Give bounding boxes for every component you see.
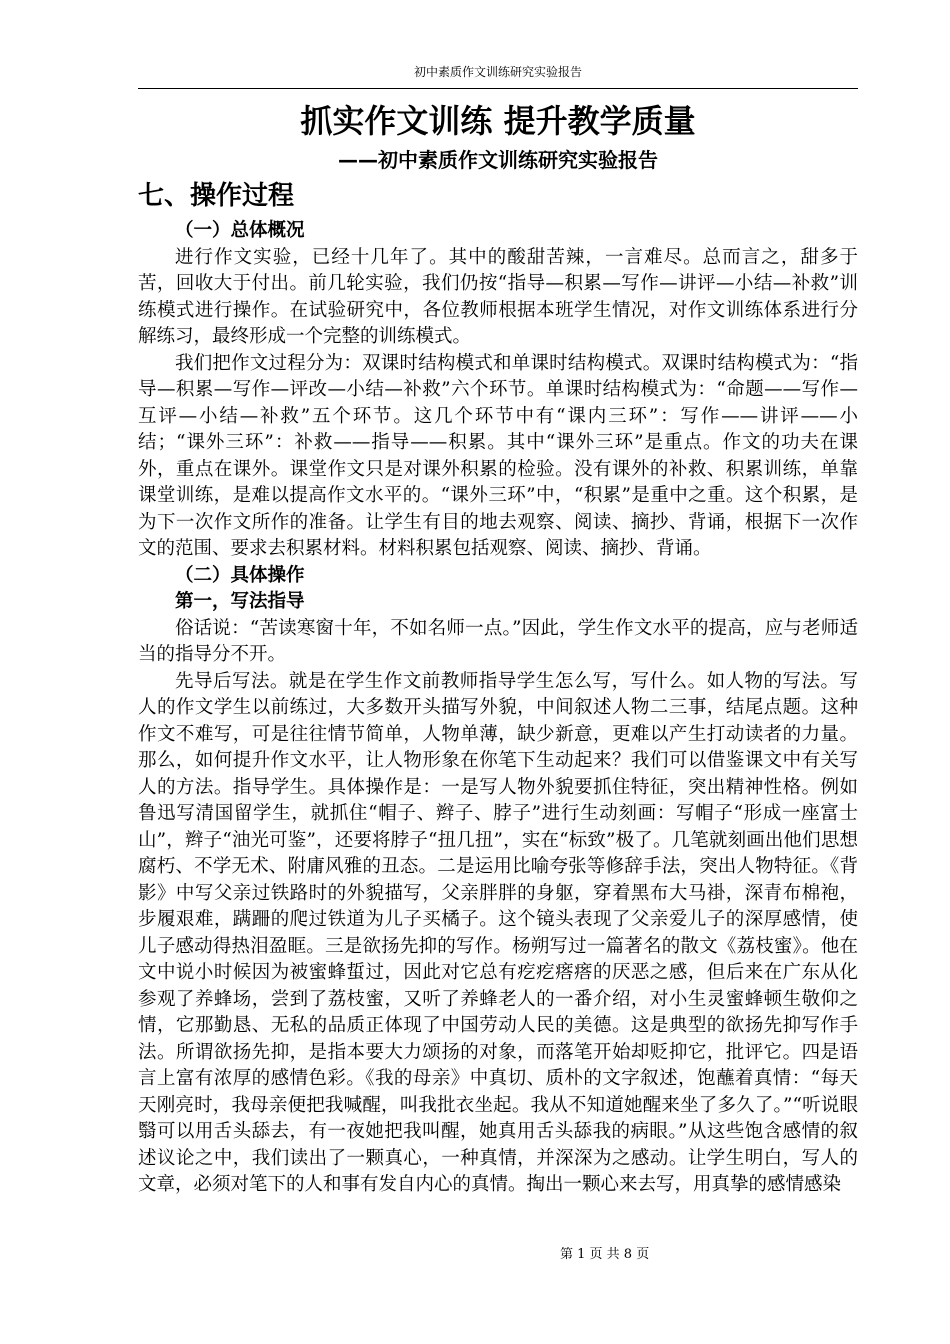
subsection-heading-overview: （一）总体概况 <box>175 220 305 241</box>
document-subtitle: ——初中素质作文训练研究实验报告 <box>338 148 658 172</box>
document-title: 抓实作文训练 提升教学质量 <box>300 102 696 140</box>
page-number: 第 1 页 共 8 页 <box>560 1247 650 1262</box>
paragraph: 先导后写法。就是在学生作文前教师指导学生怎么写，写什么。如人物的写法。写人的作文学生以前练过，大多数开头描写外貌，中间叙述人物二三事，结尾点题。这种作文不难写，可是往往情节简单，人物单薄，缺少新意，更难以产生打动读者的力量。那么，如何提升作文水平，让人物形象在你笔下生动起来？我们可以借鉴课文中有关写人的方法。指导学生。具体操作是：一是写人物外貌要抓住特征，突出精神性格。例如鲁迅写清国留学生，就抓住“帽子、辫子、脖子”进行生动刻画：写帽子“形成一座富士山”，辫子“油光可鉴”，还要将脖子“扭几扭”，实在“标致”极了。几笔就刻画出他们思想腐朽、不学无术、附庸风雅的丑态。二是运用比喻夸张等修辞手法，突出人物特征。《背影》中写父亲过铁路时的外貌描写，父亲胖胖的身躯，穿着黑布大马褂，深青布棉袍，步履艰难，蹒跚的爬过铁道为儿子买橘子。这个镜头表现了父亲爱儿子的深厚感情，使儿子感动得热泪盈眶。三是欲扬先抑的写作。杨朔写过一篇著名的散文《荔枝蜜》。他在文中说小时候因为被蜜蜂蜇过，因此对它总有疙疙瘩瘩的厌恶之感，但后来在广东从化参观了养蜂场，尝到了荔枝蜜，又听了养蜂老人的一番介绍，对小生灵蜜蜂顿生敬仰之情，它那勤恳、无私的品质正体现了中国劳动人民的美德。这是典型的欲扬先抑写作手法。所谓欲扬先抑，是指本要大力颂扬的对象，而落笔开始却贬抑它，批评它。四是语言上富有浓厚的感情色彩。《我的母亲》中真切、质朴的文字叙述，饱蘸着真情：“每天天刚亮时，我母亲便把我喊醒，叫我批衣坐起。我从不知道她醒来坐了多久了。”“听说眼翳可以用舌头舔去，有一夜她把我叫醒，她真用舌头舔我的病眼。”从这些饱含感情的叙述议论之中，我们读出了一颗真心，一种真情，并深深为之感动。让学生明白，写人的文章，必须对笔下的人和事有发自内心的真情。掏出一颗心来去写，用真挚的感情感染 <box>138 670 858 1195</box>
paragraph: 我们把作文过程分为：双课时结构模式和单课时结构模式。双课时结构模式为：“指导—积累—写作—评改—小结—补救”六个环节。单课时结构模式为：“命题——写作—互评—小结—补救”五个环节。这几个环节中有“课内三环”：写作——讲评——小结；“课外三环”：补救——指导——积累。其中“课外三环”是重点。作文的功夫在课外，重点在课外。课堂作文只是对课外积累的检验。没有课外的补救、积累训练，单靠课堂训练，是难以提高作文水平的。“课外三环”中，“积累”是重中之重。这个积累，是为下一次作文所作的准备。让学生有目的地去观察、阅读、摘抄、背诵，根据下一次作文的范围、要求去积累材料。材料积累包括观察、阅读、摘抄、背诵。 <box>138 352 858 559</box>
header-divider <box>138 88 858 89</box>
section-heading: 七、操作过程 <box>138 181 295 211</box>
paragraph: 进行作文实验，已经十几年了。其中的酸甜苦辣，一言难尽。总而言之，甜多于苦，回收大于付出。前几轮实验，我们仍按“指导—积累—写作—讲评—小结—补救”训练模式进行操作。在试验研究中，各位教师根据本班学生情况，对作文训练体系进行分解练习，最终形成一个完整的训练模式。 <box>138 246 858 347</box>
running-header: 初中素质作文训练研究实验报告 <box>413 65 582 79</box>
subsection-heading-operations: （二）具体操作 <box>175 564 305 586</box>
subsection-heading-guidance: 第一，写法指导 <box>175 591 305 612</box>
document-body <box>138 218 858 1199</box>
paragraph: 俗话说：“苦读寒窗十年，不如名师一点。”因此，学生作文水平的提高，应与老师适当的指导分不开。 <box>138 617 858 665</box>
